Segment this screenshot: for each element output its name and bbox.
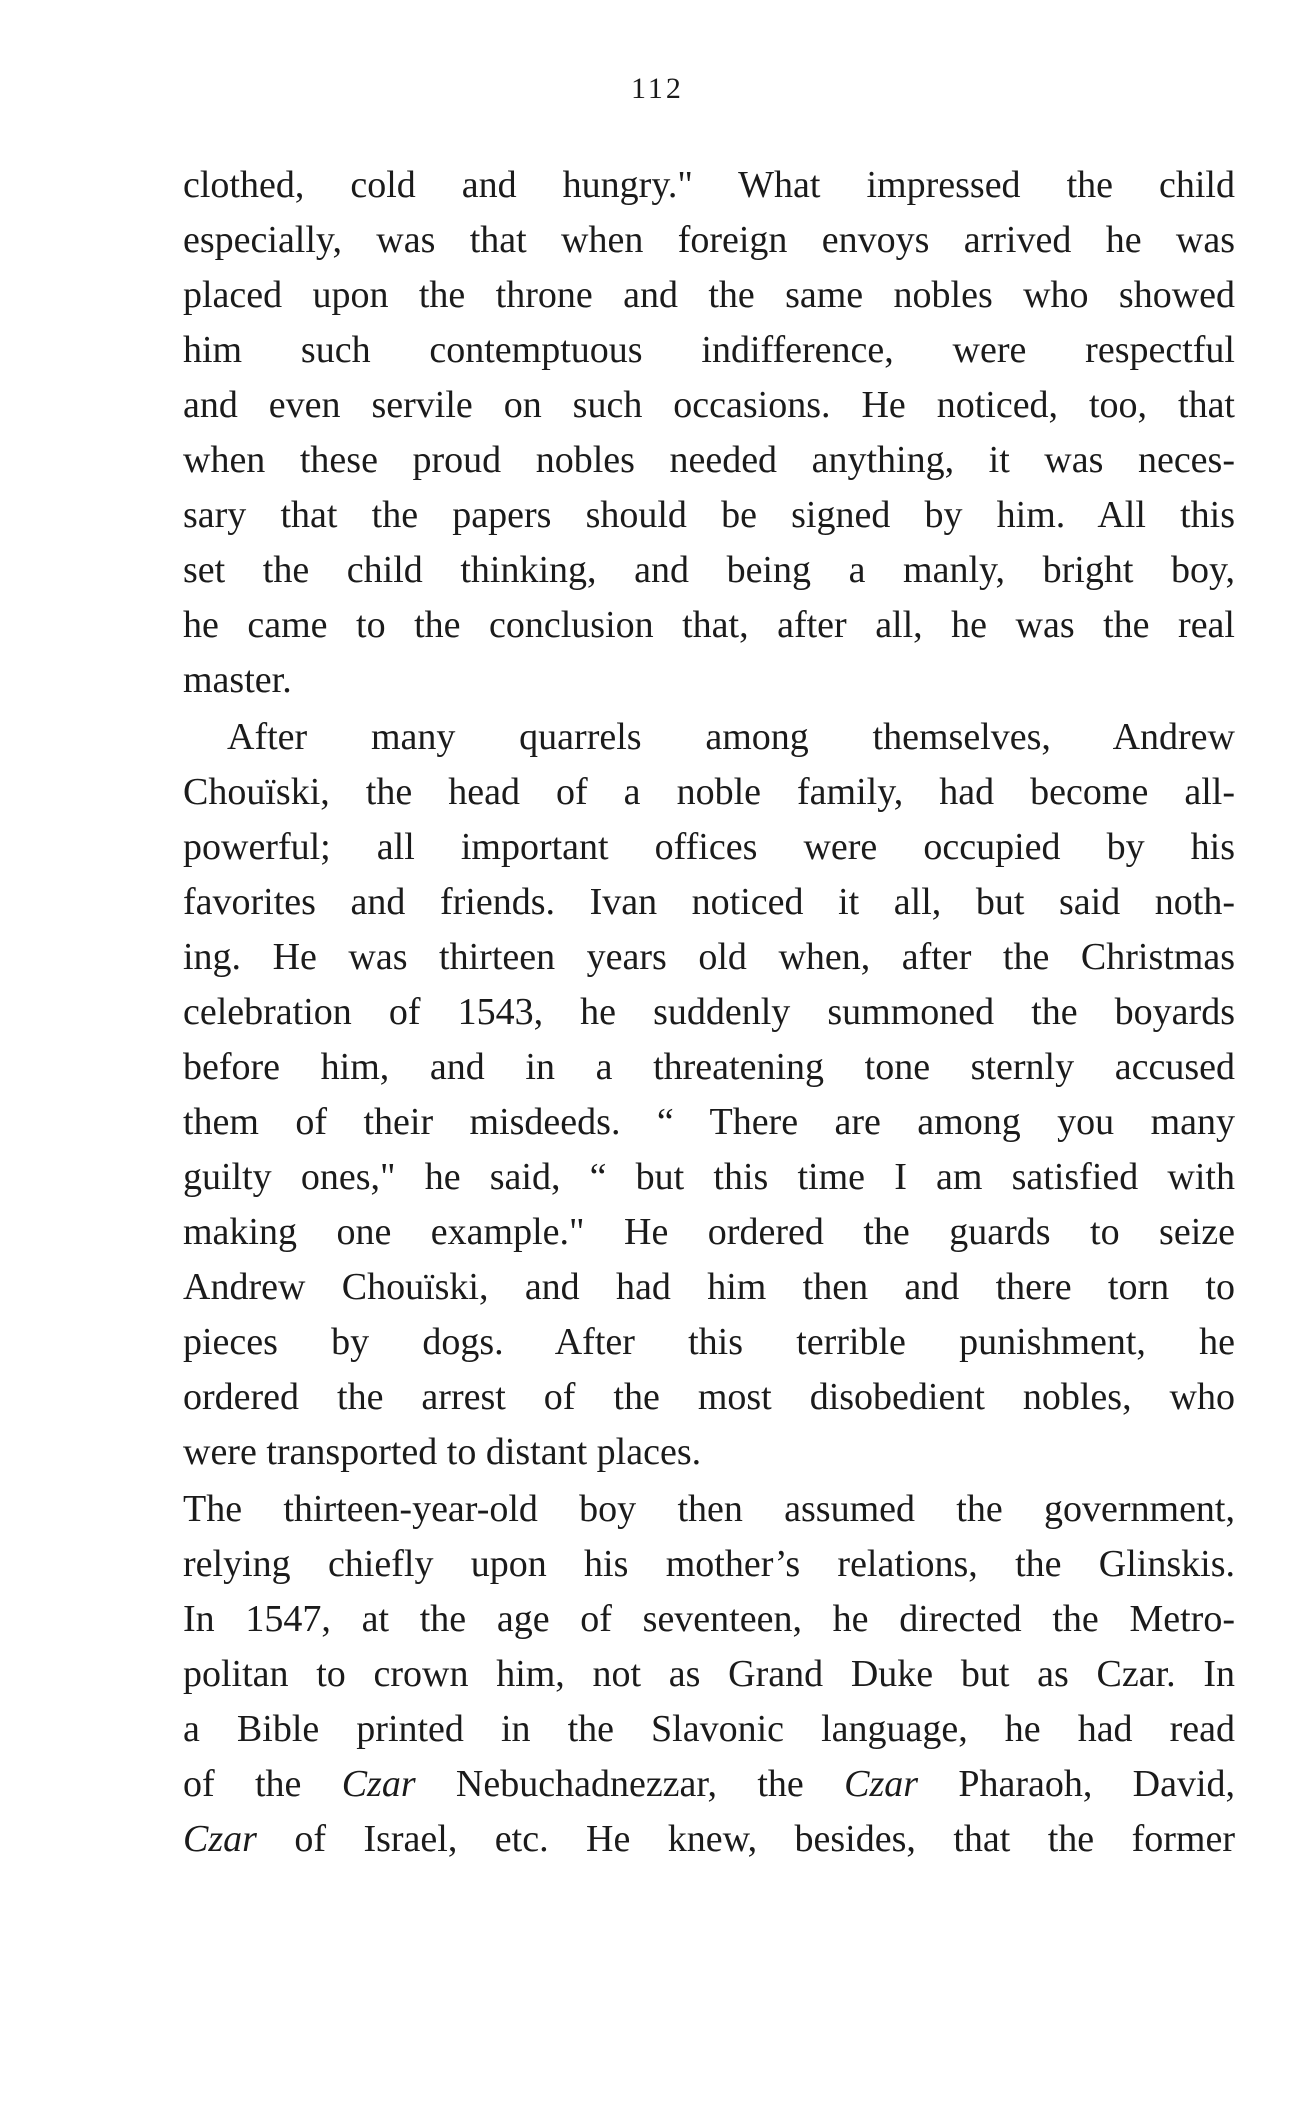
text-line: when these proud nobles needed anything, it was neces-	[183, 439, 1235, 481]
text-line	[183, 1812, 1235, 1867]
text-run: of the	[183, 1763, 342, 1805]
text-line: Chouïski, the head of a noble family, had become all-	[183, 771, 1235, 813]
italic-czar: Czar	[341, 1763, 416, 1805]
text-line: a Bible printed in the Slavonic language, he had read	[183, 1708, 1235, 1750]
text-line	[183, 1757, 1235, 1812]
text-line: them of their misdeeds. “ There are among you many	[183, 1101, 1235, 1143]
text-line: After many quarrels among themselves, Andrew	[227, 716, 1235, 758]
text-line: clothed, cold and hungry." What impressed the child	[183, 164, 1235, 206]
text-line: were transported to distant places.	[183, 1431, 702, 1473]
text-line: making one example." He ordered the guards to seize	[183, 1211, 1235, 1253]
paragraph-1	[183, 158, 1235, 708]
text-line: set the child thinking, and being a manly, bright boy,	[183, 549, 1235, 591]
text-line: pieces by dogs. After this terrible punishment, he	[183, 1321, 1235, 1363]
paragraph-2	[183, 710, 1235, 1480]
text-line: and even servile on such occasions. He noticed, too, that	[183, 384, 1235, 426]
text-line: powerful; all important offices were occupied by his	[183, 826, 1235, 868]
paragraph-3	[183, 1482, 1235, 1867]
text-line: master.	[183, 659, 292, 701]
text-line: especially, was that when foreign envoys arrived he was	[183, 219, 1235, 261]
text-run: Nebuchadnezzar, the	[415, 1763, 845, 1805]
body-text	[183, 158, 1235, 1867]
text-line: favorites and friends. Ivan noticed it all, but said noth-	[183, 881, 1235, 923]
text-run: Pharaoh, David,	[918, 1763, 1236, 1805]
text-line: In 1547, at the age of seventeen, he directed the Metro-	[183, 1598, 1235, 1640]
text-line: placed upon the throne and the same nobles who showed	[183, 274, 1235, 316]
text-line: him such contemptuous indifference, were respectful	[183, 329, 1235, 371]
text-line: guilty ones," he said, “ but this time I am satisfied with	[183, 1156, 1235, 1198]
text-line: before him, and in a threatening tone sternly accused	[183, 1046, 1235, 1088]
text-line: ing. He was thirteen years old when, after the Christmas	[183, 936, 1235, 978]
italic-czar: Czar	[844, 1763, 919, 1805]
text-line: celebration of 1543, he suddenly summoned the boyards	[183, 991, 1235, 1033]
italic-czar: Czar	[183, 1818, 257, 1860]
text-line: relying chiefly upon his mother’s relations, the Glinskis.	[183, 1543, 1235, 1585]
text-line: politan to crown him, not as Grand Duke but as Czar. In	[183, 1653, 1235, 1695]
text-line: ordered the arrest of the most disobedient nobles, who	[183, 1376, 1235, 1418]
text-line: The thirteen-year-old boy then assumed the government,	[183, 1488, 1235, 1530]
page-number: 112	[631, 72, 684, 105]
text-line: he came to the conclusion that, after all, he was the real	[183, 604, 1235, 646]
text-line: sary that the papers should be signed by him. All this	[183, 494, 1235, 536]
text-run: of Israel, etc. He knew, besides, that the former	[256, 1818, 1235, 1860]
text-line: Andrew Chouïski, and had him then and there torn to	[183, 1266, 1235, 1308]
